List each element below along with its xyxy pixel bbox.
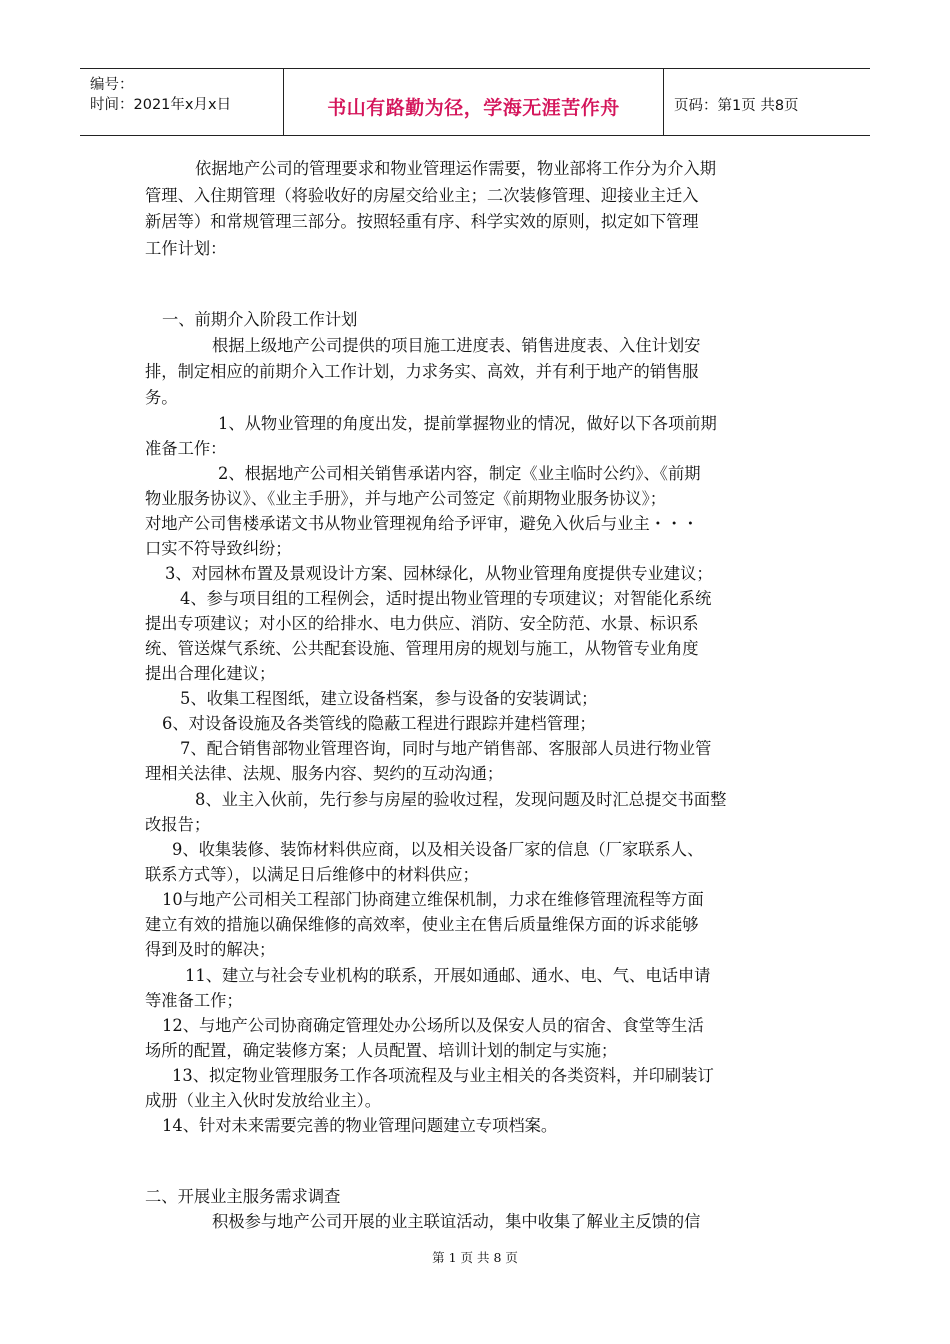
section-lead-line: 根据上级地产公司提供的项目施工进度表、销售进度表、入住计划安 [212, 336, 701, 355]
list-item-line: 成册（业主入伙时发放给业主）。 [145, 1091, 382, 1110]
list-item-line: 14、针对未来需要完善的物业管理问题建立专项档案。 [162, 1116, 558, 1135]
list-item-line: 理相关法律、法规、服务内容、契约的互动沟通； [145, 764, 504, 783]
header-info-cell [80, 69, 284, 135]
intro-line: 依据地产公司的管理要求和物业管理运作需要，物业部将工作分为介入期 [195, 159, 717, 178]
list-item-line: 对地产公司售楼承诺文书从物业管理视角给予评审，避免入伙后与业主・・・ [145, 514, 699, 533]
header-page-cell [664, 69, 870, 135]
list-item-line: 改报告； [145, 815, 211, 834]
header-motto-cell [284, 69, 664, 135]
list-item-line: 3、对园林布置及景观设计方案、园林绿化，从物业管理角度提供专业建议； [165, 564, 713, 583]
list-item-line: 7、配合销售部物业管理咨询，同时与地产销售部、客服部人员进行物业管 [180, 739, 712, 758]
list-item-line: 13、拟定物业管理服务工作各项流程及与业主相关的各类资料，并印刷装订 [172, 1066, 714, 1085]
header-page-label: 页码：第1页 共8页 [674, 98, 799, 114]
header-motto: 书山有路勤为径，学海无涯苦作舟 [327, 97, 620, 119]
list-item-line: 联系方式等），以满足日后维修中的材料供应； [145, 865, 479, 884]
list-item-line: 9、收集装修、装饰材料供应商，以及相关设备厂家的信息（厂家联系人、 [172, 840, 704, 859]
list-item-line: 提出合理化建议； [145, 664, 276, 683]
section-heading: 一、前期介入阶段工作计划 [162, 310, 358, 329]
list-item-line: 1、从物业管理的角度出发，提前掌握物业的情况，做好以下各项前期 [218, 414, 717, 433]
intro-line: 工作计划： [145, 239, 227, 258]
intro-line: 新居等）和常规管理三部分。按照轻重有序、科学实效的原则，拟定如下管理 [145, 212, 699, 231]
intro-line: 管理、入住期管理（将验收好的房屋交给业主；二次装修管理、迎接业主迁入 [145, 186, 699, 205]
list-item-line: 5、收集工程图纸，建立设备档案，参与设备的安装调试； [180, 689, 598, 708]
list-item-line: 12、与地产公司协商确定管理处办公场所以及保安人员的宿舍、食堂等生活 [162, 1016, 704, 1035]
list-item-line: 2、根据地产公司相关销售承诺内容，制定《业主临时公约》、《前期 [218, 464, 701, 483]
document-time-label: 时间：2021年x月x日 [90, 97, 232, 113]
list-item-line: 统、管送煤气系统、公共配套设施、管理用房的规划与施工，从物管专业角度 [145, 639, 699, 658]
list-item-line: 等准备工作； [145, 991, 243, 1010]
page-footer: 第 1 页 共 8 页 [432, 1250, 518, 1265]
section-lead-line: 务。 [145, 388, 178, 407]
list-item-line: 物业服务协议》、《业主手册》，并与地产公司签定《前期物业服务协议》； [145, 489, 666, 508]
list-item-line: 提出专项建议；对小区的给排水、电力供应、消防、安全防范、水景、标识系 [145, 614, 699, 633]
list-item-line: 11、建立与社会专业机构的联系，开展如通邮、通水、电、气、电话申请 [185, 966, 711, 985]
section-lead-line: 排，制定相应的前期介入工作计划，力求务实、高效，并有利于地产的销售服 [145, 362, 699, 381]
list-item-line: 8、业主入伙前，先行参与房屋的验收过程，发现问题及时汇总提交书面整 [195, 790, 727, 809]
list-item-line: 得到及时的解决； [145, 940, 276, 959]
section-lead-line: 积极参与地产公司开展的业主联谊活动，集中收集了解业主反馈的信 [212, 1212, 701, 1231]
header-table [80, 68, 870, 136]
list-item-line: 6、对设备设施及各类管线的隐蔽工程进行跟踪并建档管理； [162, 714, 596, 733]
list-item-line: 10与地产公司相关工程部门协商建立维保机制，力求在维修管理流程等方面 [162, 890, 704, 909]
list-item-line: 4、参与项目组的工程例会，适时提出物业管理的专项建议；对智能化系统 [180, 589, 712, 608]
list-item-line: 场所的配置，确定装修方案；人员配置、培训计划的制定与实施； [145, 1041, 618, 1060]
document-number-label: 编号： [90, 77, 134, 93]
list-item-line: 建立有效的措施以确保维修的高效率，使业主在售后质量维保方面的诉求能够 [145, 915, 699, 934]
section-heading: 二、开展业主服务需求调查 [145, 1187, 341, 1206]
list-item-line: 准备工作： [145, 439, 227, 458]
list-item-line: 口实不符导致纠纷； [145, 539, 292, 558]
